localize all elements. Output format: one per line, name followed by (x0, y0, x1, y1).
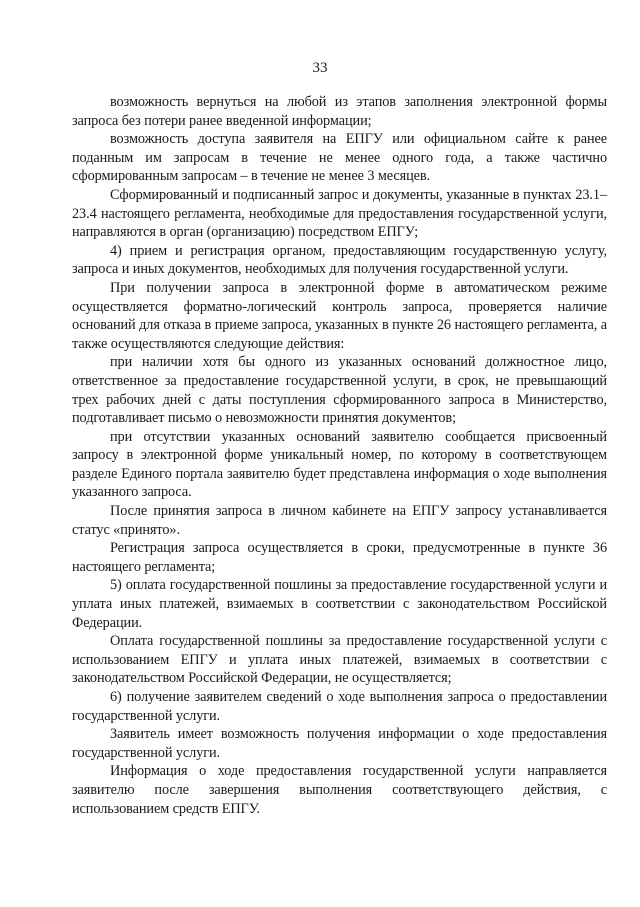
paragraph: Информация о ходе предоставления государственной услуги направляется заявителю после завершения выполнения соответствующего действия, с использованием средств ЕПГУ. (72, 763, 607, 817)
paragraph: Заявитель имеет возможность получения информации о ходе предоставления государственной услуги. (72, 726, 607, 761)
paragraph: возможность доступа заявителя на ЕПГУ или официальном сайте к ранее поданным им запросам в течение не менее одного года, а также частично сформированным запросам – в течение не менее 3 месяцев. (72, 131, 607, 185)
paragraph: при наличии хотя бы одного из указанных оснований должностное лицо, ответственное за предоставление государственной услуги, в срок, не превышающий трех рабочих дней с даты поступления сформированного запроса в Министерство, подготавливает письмо о невозможности принятия документов; (72, 354, 607, 427)
paragraph: После принятия запроса в личном кабинете на ЕПГУ запросу устанавливается статус «принято». (72, 503, 607, 538)
page-number: 33 (312, 60, 328, 76)
paragraph: Сформированный и подписанный запрос и документы, указанные в пунктах 23.1–23.4 настоящего регламента, необходимые для предоставления государственной услуги, направляются в орган (организацию) посредством ЕПГУ; (72, 186, 607, 241)
paragraph: Регистрация запроса осуществляется в сроки, предусмотренные в пункте 36 настоящего регламента; (72, 540, 607, 575)
paragraph: возможность вернуться на любой из этапов заполнения электронной формы запроса без потери ранее введенной информации; (72, 94, 607, 129)
paragraph: 5) оплата государственной пошлины за предоставление государственной услуги и уплата иных платежей, взимаемых в соответствии с законодательством Российской Федерации. (72, 577, 607, 631)
paragraph: 6) получение заявителем сведений о ходе выполнения запроса о предоставлении государственной услуги. (72, 689, 607, 724)
paragraph: Оплата государственной пошлины за предоставление государственной услуги с использованием ЕПГУ и уплата иных платежей, взимаемых в соответствии с законодательством Российской Федерации, не осуществляется; (72, 633, 607, 687)
document-body (72, 93, 607, 818)
paragraph: при отсутствии указанных оснований заявителю сообщается присвоенный запросу в электронной форме уникальный номер, по которому в соответствующем разделе Единого портала заявителю будет представлена информация о ходе выполнения указанного запроса. (72, 428, 607, 501)
paragraph: 4) прием и регистрация органом, предоставляющим государственную услугу, запроса и иных документов, необходимых для получения государственной услуги. (72, 242, 607, 278)
paragraph: При получении запроса в электронной форме в автоматическом режиме осуществляется форматно-логический контроль запроса, проверяется наличие оснований для отказа в приеме запроса, указанных в пункте 26 настоящего регламента, а также осуществляются следующие действия: (72, 279, 607, 352)
